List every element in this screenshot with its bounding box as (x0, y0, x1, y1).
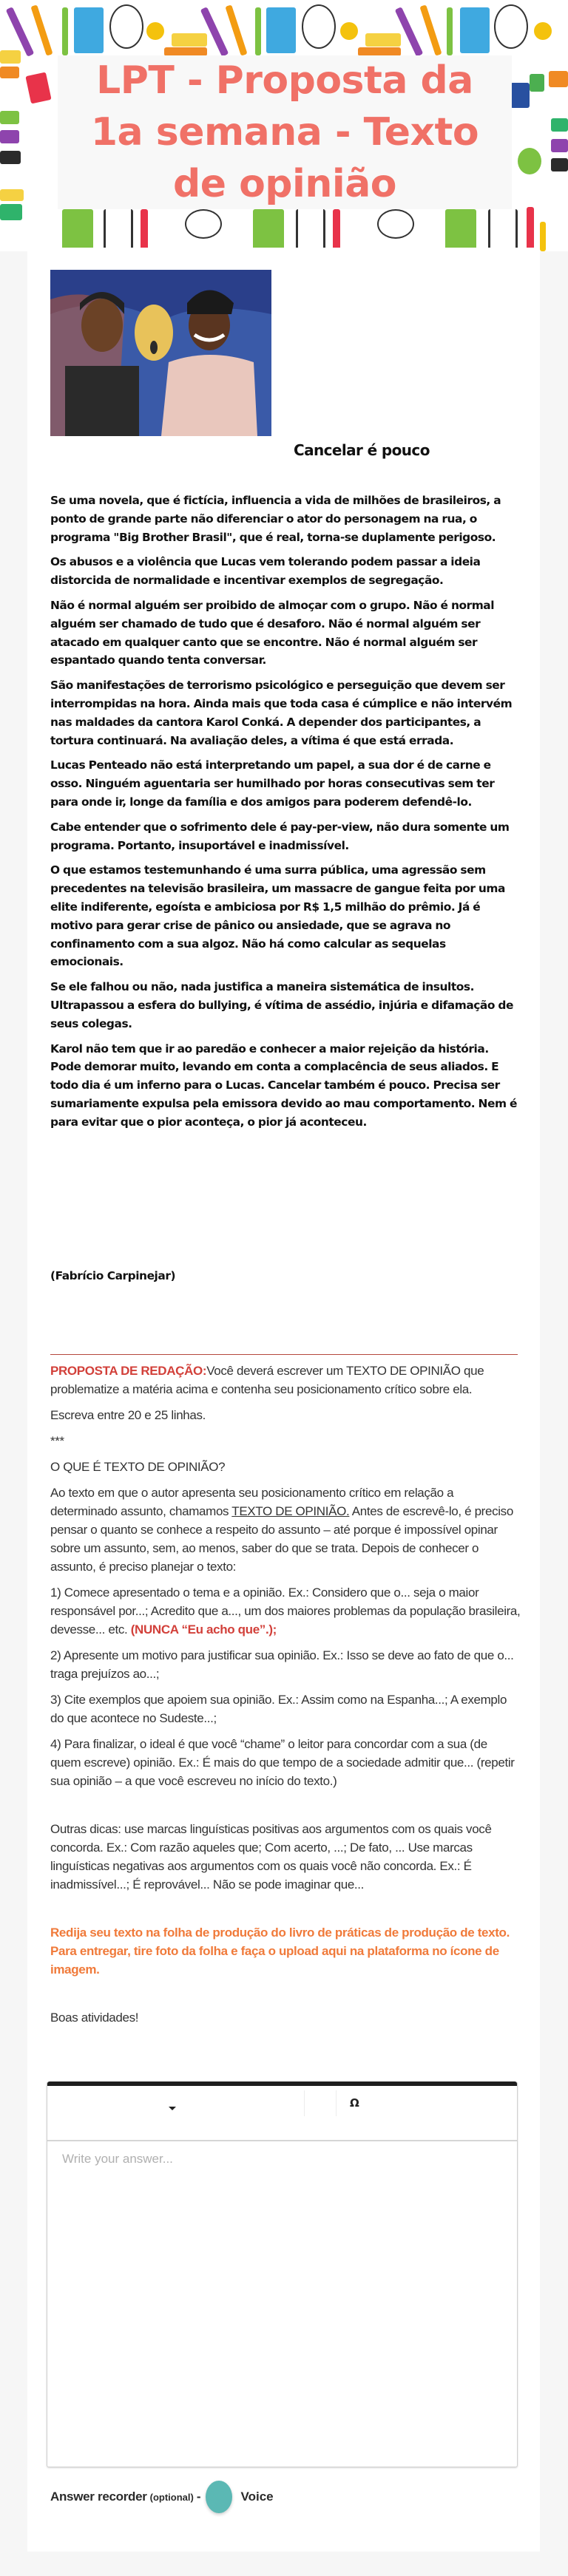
voice-label: Voice (240, 2490, 274, 2504)
editor-toolbar (47, 2086, 517, 2141)
lines-instruction: Escreva entre 20 e 25 linhas. (50, 1408, 206, 1422)
flag-decoration (25, 72, 51, 104)
step-1-text: 1) Comece apresentado o tema e a opinião. Ex.: Considero que o... seja o maior responsável por...; Acredito que a..., um dos maiores problemas da população brasileira, devesse... etc. (50, 1586, 521, 1637)
step-2: 2) Apresente um motivo para justificar sua opinião. Ex.: Isso se deve ao fato de que o... traga prejuízos ao...; (50, 1648, 514, 1681)
chevron-down-icon (169, 2107, 176, 2110)
definition-paragraph (50, 1484, 521, 1576)
toolbar-separator (336, 2090, 337, 2116)
article-body (50, 492, 521, 1138)
answer-editor (47, 2081, 518, 2467)
article-paragraph: Karol não tem que ir ao paredão e conhecer a maior rejeição da história. Pode demorar muito, levando em conta a complacência de seus aliados. E todo dia é um inferno para o Lucas. Cancelar também é pouco. Precisa ser sumariamente expulsa pela emissora devido ao mau comportamento. Nem é para evitar que o pior aconteça, o pior já aconteceu. (50, 1041, 517, 1129)
book-decoration (172, 33, 207, 47)
special-character-icon[interactable]: Ω (350, 2096, 359, 2110)
pencil-decoration (255, 7, 261, 55)
notebook-decoration (445, 209, 476, 251)
book-decoration (549, 71, 568, 87)
content-card (27, 248, 540, 2552)
easel-decoration (296, 209, 325, 251)
ruler-decoration (333, 209, 340, 251)
article-photo-illustration (50, 270, 271, 436)
article-title: Cancelar é pouco (294, 441, 430, 459)
calculator-decoration (266, 7, 296, 53)
article-paragraph: Os abusos e a violência que Lucas vem tolerando podem passar a ideia distorcida de normalidade e incentivar exemplos de segregação. (50, 555, 481, 588)
article-paragraph: São manifestações de terrorismo psicológico e perseguição que devem ser interrompidas na hora. Ainda mais que toda casa é cúmplice e não intervém nas maldades da cantora Karol Conká. A depender dos participantes, a tortura continuará. Na avaliação deles, a vítima é que está errada. (50, 679, 513, 747)
recorder-optional-label: (optional) (149, 2491, 194, 2503)
closing-text: Boas atividades! (50, 2011, 139, 2025)
ruler-decoration (527, 207, 534, 251)
flag-decoration (510, 83, 530, 108)
book-decoration (551, 118, 568, 132)
format-dropdown[interactable] (158, 2101, 188, 2115)
header-banner (0, 0, 568, 251)
globe-decoration (109, 4, 143, 49)
book-decoration (0, 189, 24, 201)
palette-decoration (185, 209, 222, 239)
pencil-decoration (419, 4, 442, 55)
book-decoration (0, 111, 19, 124)
recorder-dash: - (196, 2490, 201, 2504)
proposal-section (50, 1362, 521, 2034)
voice-record-button[interactable] (206, 2481, 232, 2513)
pencil-decoration (540, 222, 546, 251)
pencil-decoration (6, 7, 35, 57)
proposal-label: PROPOSTA DE REDAÇÃO: (50, 1364, 207, 1378)
book-decoration (0, 151, 21, 164)
flower-decoration (146, 22, 164, 40)
page-title: LPT - Proposta da 1a semana - Texto de opinião (90, 58, 479, 206)
recorder-label: Answer recorder (50, 2490, 147, 2504)
section-question: O QUE É TEXTO DE OPINIÃO? (50, 1460, 226, 1474)
article-paragraph: O que estamos testemunhando é uma surra pública, uma agressão sem precedentes na televisão brasileira, um massacre de gangue feita por uma elite indiferente, egoísta e ambiciosa por R$ 1,5 milhão do prêmio. Já é motivo para gerar crise de pânico ou ansiedade, que se agrava no confinamento com a sua algoz. Não há como calcular as sequelas emocionais. (50, 863, 505, 969)
proposal-intro-text: Você deverá escrever um TEXTO DE OPINIÃO que problematize a matéria acima e contenha seu posicionamento crítico sobre ela. (50, 1364, 484, 1396)
separator-text: *** (50, 1434, 64, 1448)
globe-decoration (302, 4, 336, 49)
article-paragraph: Cabe entender que o sofrimento dele é pay-per-view, não dura somente um programa. Portanto, insuportável e inadmissível. (50, 820, 510, 852)
book-decoration (0, 130, 19, 143)
article-paragraph: Não é normal alguém ser proibido de almoçar com o grupo. Não é normal alguém ser chamado de tudo que é desaforo. Não é normal alguém ser atacado em qualquer canto que se encontre. Não é normal alguém ser espantado quando tenta conversar. (50, 598, 495, 667)
ruler-decoration (141, 209, 148, 251)
easel-decoration (488, 209, 518, 251)
palette-decoration (377, 209, 414, 239)
article-paragraph: Se uma novela, que é fictícia, influencia a vida de milhões de brasileiros, a ponto de grande parte não diferenciar o ator do personagem na rua, o programa "Big Brother Brasil", que é real, torna-se duplamente perigoso. (50, 494, 501, 544)
flower-decoration (340, 22, 358, 40)
book-decoration (0, 67, 19, 78)
pencil-decoration (225, 4, 247, 55)
answer-input[interactable] (47, 2141, 517, 2467)
step-1 (50, 1583, 521, 1639)
step-4: 4) Para finalizar, o ideal é que você “chame” o leitor para concordar com a sua (de quem escreve) opinião. Ex.: É mais do que tempo de a sociedade admitir que... (repetir sua opinião – a que você escreveu no início do texto.) (50, 1737, 515, 1788)
book-decoration (551, 139, 568, 152)
book-decoration (0, 204, 22, 220)
calculator-decoration (74, 7, 104, 53)
article-author: (Fabrício Carpinejar) (50, 1269, 176, 1282)
book-decoration (0, 50, 21, 64)
definition-text: Ao texto em que o autor apresenta seu posicionamento crítico em relação a determinado assunto, chamamos (50, 1486, 454, 1518)
article-paragraph: Lucas Penteado não está interpretando um papel, a sua dor é de carne e osso. Ninguém aguentaria ser humilhado por horas consecutivas sem ter para onde ir, longe da família e dos amigos para poderem defendê-lo. (50, 758, 495, 809)
calculator-decoration (460, 7, 490, 53)
easel-decoration (104, 209, 133, 251)
book-decoration (365, 33, 401, 47)
definition-term: TEXTO DE OPINIÃO. (231, 1504, 350, 1518)
step-1-warning: (NUNCA “Eu acho que”.); (130, 1622, 277, 1637)
answer-recorder (50, 2484, 274, 2510)
apple-decoration (518, 148, 541, 174)
article-paragraph: Se ele falhou ou não, nada justifica a maneira sistemática de insultos. Ultrapassou a esfera do bullying, é vítima de assédio, injúria e difamação de seus colegas. (50, 980, 513, 1030)
title-box (58, 55, 512, 209)
globe-decoration (494, 4, 528, 49)
tips-paragraph: Outras dicas: use marcas linguísticas positivas aos argumentos com os quais você concorda. Ex.: Com razão aqueles que; Com acerto, ...; De fato, ... Use marcas linguísticas negativas aos argumentos com os quais você não concorda. Ex.: É inadmissível...; É reprovável... Não se pode imaginar que... (50, 1822, 492, 1892)
book-decoration (551, 158, 568, 171)
proposal-intro (50, 1362, 521, 1399)
article-image (50, 270, 271, 436)
notebook-decoration (253, 209, 284, 251)
flower-decoration (534, 22, 552, 40)
flag-decoration (530, 74, 544, 92)
pencil-decoration (447, 7, 453, 55)
definition-text: Antes de escrevê-lo, é preciso pensar o quanto se conhece a respeito do assunto – até porque é impossível opinar sobre um assunto, sem, ao menos, saber do que se trata. Depois de conhecer o assunto, é preciso planejar o texto: (50, 1504, 513, 1574)
submission-instruction: Redija seu texto na folha de produção do livro de práticas de produção de texto. Para entregar, tire foto da folha e faça o upload aqui na plataforma no ícone de imagem. (50, 1926, 510, 1977)
pencil-decoration (62, 7, 68, 55)
section-divider (50, 1354, 518, 1355)
pencil-decoration (30, 4, 53, 55)
toolbar-separator (304, 2090, 305, 2116)
notebook-decoration (62, 209, 93, 251)
step-3: 3) Cite exemplos que apoiem sua opinião. Ex.: Assim como na Espanha...; A exemplo do que acontece no Sudeste...; (50, 1693, 507, 1725)
